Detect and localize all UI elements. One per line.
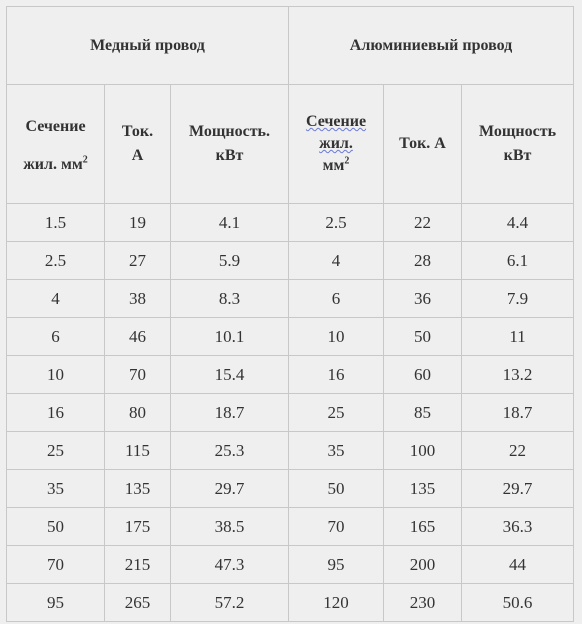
aluminum-section-cell: 50 bbox=[289, 470, 384, 508]
aluminum-section-sup: 2 bbox=[344, 155, 350, 167]
aluminum-group-header: Алюминиевый провод bbox=[289, 7, 574, 85]
column-header-row bbox=[7, 85, 574, 204]
aluminum-current-header: Ток. А bbox=[384, 85, 462, 204]
wire-current-table bbox=[6, 6, 574, 622]
copper-section-cell: 50 bbox=[7, 508, 105, 546]
aluminum-section-cell: 35 bbox=[289, 432, 384, 470]
aluminum-current-cell: 28 bbox=[384, 242, 462, 280]
copper-power-cell: 5.9 bbox=[171, 242, 289, 280]
aluminum-section-label-line2: жил. bbox=[319, 135, 353, 152]
table-row bbox=[7, 280, 574, 318]
aluminum-power-cell: 50.6 bbox=[462, 584, 574, 622]
copper-section-cell: 6 bbox=[7, 318, 105, 356]
table-row bbox=[7, 356, 574, 394]
table-row bbox=[7, 508, 574, 546]
copper-power-cell: 18.7 bbox=[171, 394, 289, 432]
copper-section-label-line1: Сечение bbox=[25, 118, 86, 135]
table-body bbox=[7, 204, 574, 622]
copper-current-cell: 215 bbox=[105, 546, 171, 584]
copper-current-cell: 135 bbox=[105, 470, 171, 508]
aluminum-power-cell: 6.1 bbox=[462, 242, 574, 280]
aluminum-section-label-line3: мм bbox=[322, 157, 345, 174]
copper-section-cell: 10 bbox=[7, 356, 105, 394]
copper-section-cell: 95 bbox=[7, 584, 105, 622]
copper-power-cell: 47.3 bbox=[171, 546, 289, 584]
copper-current-cell: 46 bbox=[105, 318, 171, 356]
table-row bbox=[7, 242, 574, 280]
copper-power-cell: 25.3 bbox=[171, 432, 289, 470]
aluminum-power-cell: 7.9 bbox=[462, 280, 574, 318]
aluminum-power-cell: 11 bbox=[462, 318, 574, 356]
aluminum-power-header bbox=[462, 85, 574, 204]
aluminum-section-cell: 10 bbox=[289, 318, 384, 356]
copper-section-cell: 16 bbox=[7, 394, 105, 432]
aluminum-current-cell: 50 bbox=[384, 318, 462, 356]
table-row bbox=[7, 546, 574, 584]
table-row bbox=[7, 470, 574, 508]
aluminum-current-cell: 200 bbox=[384, 546, 462, 584]
copper-power-cell: 38.5 bbox=[171, 508, 289, 546]
table-row bbox=[7, 204, 574, 242]
aluminum-power-label-line1: Мощность bbox=[478, 123, 557, 140]
copper-power-cell: 8.3 bbox=[171, 280, 289, 318]
table-row bbox=[7, 584, 574, 622]
aluminum-power-cell: 22 bbox=[462, 432, 574, 470]
aluminum-power-cell: 4.4 bbox=[462, 204, 574, 242]
copper-section-sup: 2 bbox=[82, 154, 88, 166]
aluminum-current-cell: 135 bbox=[384, 470, 462, 508]
aluminum-section-cell: 2.5 bbox=[289, 204, 384, 242]
copper-section-cell: 1.5 bbox=[7, 204, 105, 242]
aluminum-section-cell: 120 bbox=[289, 584, 384, 622]
copper-current-cell: 115 bbox=[105, 432, 171, 470]
copper-section-cell: 4 bbox=[7, 280, 105, 318]
aluminum-section-cell: 70 bbox=[289, 508, 384, 546]
aluminum-current-cell: 22 bbox=[384, 204, 462, 242]
copper-current-label-line1: Ток. bbox=[121, 123, 154, 140]
table-row bbox=[7, 318, 574, 356]
copper-power-cell: 4.1 bbox=[171, 204, 289, 242]
copper-power-cell: 10.1 bbox=[171, 318, 289, 356]
aluminum-power-cell: 36.3 bbox=[462, 508, 574, 546]
aluminum-power-cell: 44 bbox=[462, 546, 574, 584]
aluminum-section-label-line1: Сечение bbox=[305, 113, 367, 130]
copper-group-header: Медный провод bbox=[7, 7, 289, 85]
copper-current-cell: 175 bbox=[105, 508, 171, 546]
aluminum-current-cell: 60 bbox=[384, 356, 462, 394]
copper-power-cell: 29.7 bbox=[171, 470, 289, 508]
copper-section-label-line2: жил. мм bbox=[23, 156, 83, 173]
copper-section-cell: 2.5 bbox=[7, 242, 105, 280]
copper-current-cell: 38 bbox=[105, 280, 171, 318]
aluminum-section-cell: 4 bbox=[289, 242, 384, 280]
copper-section-cell: 25 bbox=[7, 432, 105, 470]
aluminum-section-cell: 16 bbox=[289, 356, 384, 394]
aluminum-section-cell: 6 bbox=[289, 280, 384, 318]
copper-current-cell: 27 bbox=[105, 242, 171, 280]
table-row bbox=[7, 394, 574, 432]
aluminum-section-cell: 95 bbox=[289, 546, 384, 584]
aluminum-section-cell: 25 bbox=[289, 394, 384, 432]
aluminum-current-cell: 85 bbox=[384, 394, 462, 432]
copper-section-cell: 35 bbox=[7, 470, 105, 508]
copper-section-cell: 70 bbox=[7, 546, 105, 584]
copper-power-label-line2: кВт bbox=[215, 147, 244, 164]
aluminum-current-cell: 165 bbox=[384, 508, 462, 546]
copper-current-cell: 265 bbox=[105, 584, 171, 622]
aluminum-current-cell: 36 bbox=[384, 280, 462, 318]
copper-power-cell: 57.2 bbox=[171, 584, 289, 622]
aluminum-power-cell: 18.7 bbox=[462, 394, 574, 432]
copper-power-header bbox=[171, 85, 289, 204]
copper-current-cell: 70 bbox=[105, 356, 171, 394]
copper-current-header bbox=[105, 85, 171, 204]
group-header-row bbox=[7, 7, 574, 85]
aluminum-current-cell: 230 bbox=[384, 584, 462, 622]
aluminum-power-label-line2: кВт bbox=[503, 147, 532, 164]
aluminum-power-cell: 13.2 bbox=[462, 356, 574, 394]
copper-section-header bbox=[7, 85, 105, 204]
aluminum-section-header bbox=[289, 85, 384, 204]
table-row bbox=[7, 432, 574, 470]
copper-power-label-line1: Мощность. bbox=[188, 123, 271, 140]
aluminum-current-cell: 100 bbox=[384, 432, 462, 470]
copper-current-cell: 80 bbox=[105, 394, 171, 432]
copper-power-cell: 15.4 bbox=[171, 356, 289, 394]
copper-current-label-line2: А bbox=[131, 147, 144, 164]
aluminum-power-cell: 29.7 bbox=[462, 470, 574, 508]
copper-current-cell: 19 bbox=[105, 204, 171, 242]
